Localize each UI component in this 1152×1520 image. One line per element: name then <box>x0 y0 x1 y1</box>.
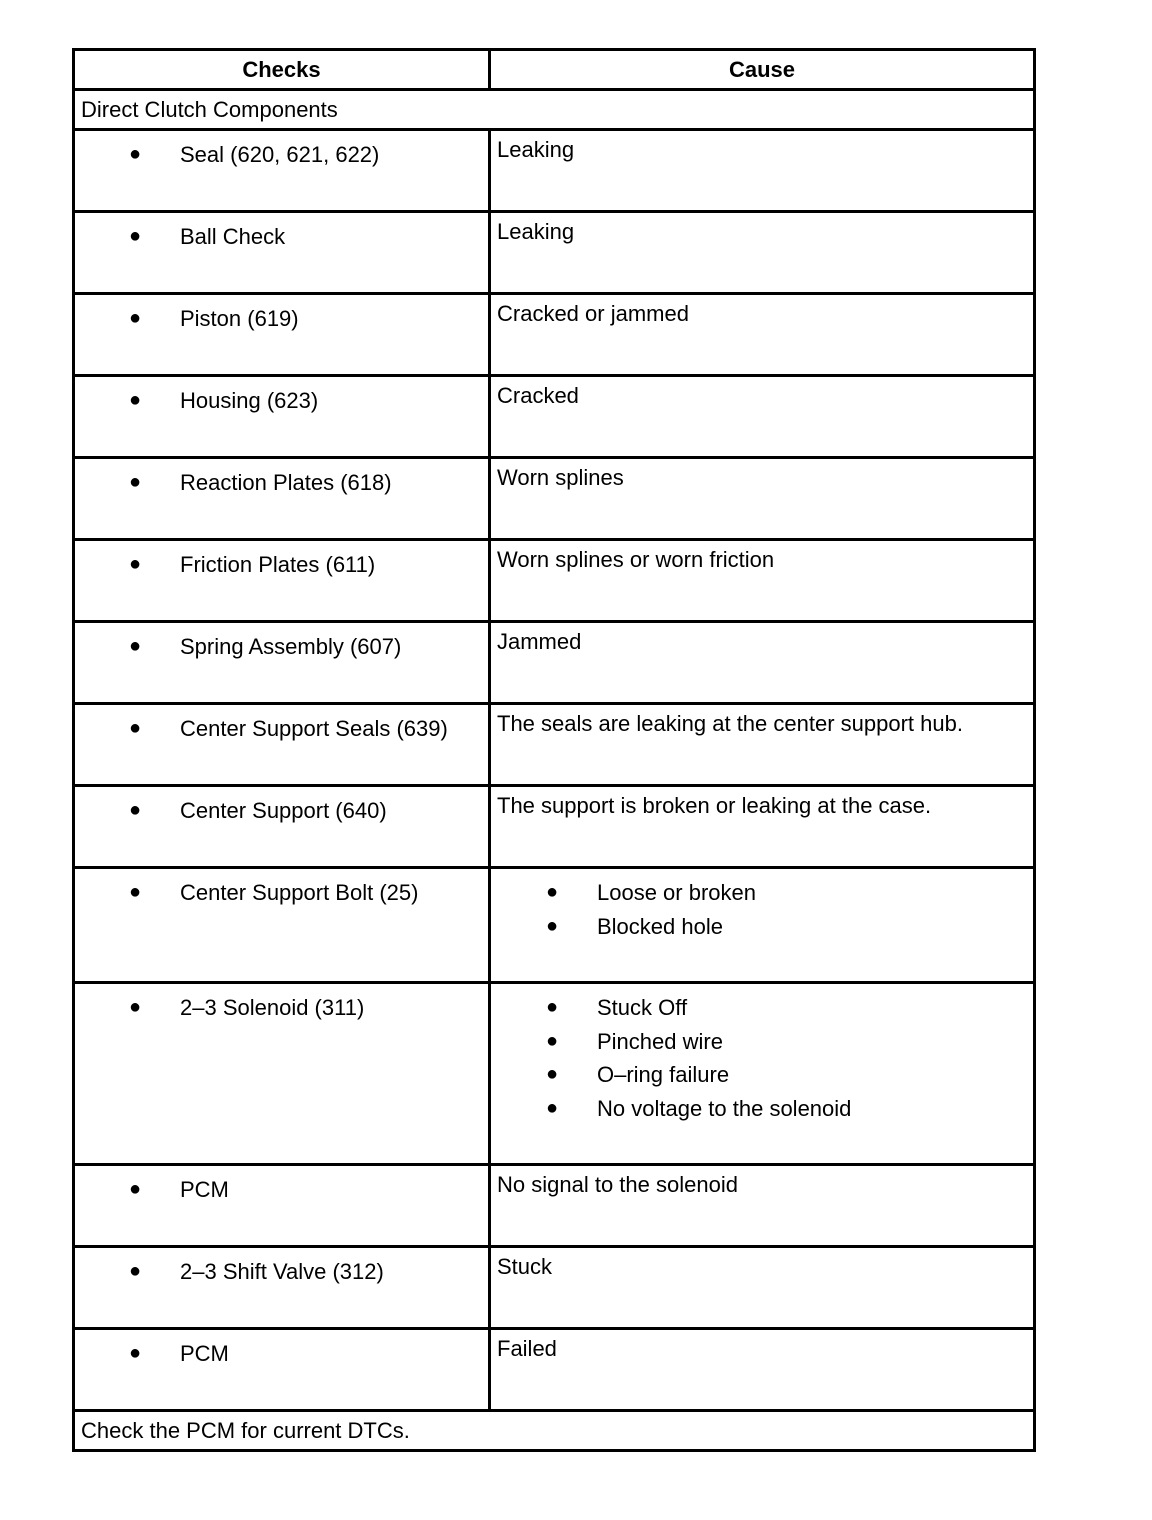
footer-row <box>74 1411 1035 1451</box>
cause-item-text: No voltage to the solenoid <box>597 1095 852 1121</box>
check-text: 2–3 Shift Valve (312) <box>180 1259 384 1284</box>
cause-cell <box>490 1165 1035 1247</box>
check-text: Reaction Plates (618) <box>180 470 392 495</box>
check-cell <box>74 786 490 868</box>
cause-item-text: Blocked hole <box>597 913 723 939</box>
list-item <box>491 880 1033 914</box>
bullet-icon: ● <box>546 1063 559 1085</box>
bullet-icon: ● <box>129 553 142 575</box>
check-cell <box>74 212 490 294</box>
list-item <box>491 1062 1033 1096</box>
table-row <box>74 1329 1035 1411</box>
check-text: Piston (619) <box>180 306 299 331</box>
check-cell <box>74 1165 490 1247</box>
diagnostic-checks-table <box>72 48 1036 1452</box>
cause-cell <box>490 1329 1035 1411</box>
cause-text: No signal to the solenoid <box>497 1172 738 1197</box>
check-cell <box>74 1247 490 1329</box>
section-title: Direct Clutch Components <box>74 90 1035 130</box>
bullet-icon: ● <box>129 635 142 657</box>
list-item <box>491 914 1033 948</box>
cause-cell <box>490 868 1035 983</box>
cause-cell <box>490 786 1035 868</box>
cause-item-text: Loose or broken <box>597 880 756 905</box>
cause-list <box>491 869 1033 947</box>
bullet-icon: ● <box>546 1096 559 1119</box>
cause-text: Failed <box>497 1336 557 1361</box>
bullet-icon: ● <box>129 799 142 821</box>
cause-item-text: Stuck Off <box>597 995 688 1020</box>
cause-text: Worn splines <box>497 465 624 490</box>
cause-cell <box>490 983 1035 1165</box>
bullet-icon: ● <box>546 881 559 903</box>
check-cell <box>74 868 490 983</box>
table-row <box>74 1165 1035 1247</box>
cause-text: The support is broken or leaking at the case. <box>497 793 932 818</box>
bullet-icon: ● <box>129 143 142 165</box>
bullet-icon: ● <box>129 1260 142 1282</box>
bullet-icon: ● <box>129 717 142 739</box>
bullet-icon: ● <box>546 914 559 937</box>
check-cell <box>74 458 490 540</box>
bullet-icon: ● <box>129 1342 142 1364</box>
table-row <box>74 1247 1035 1329</box>
cause-cell <box>490 540 1035 622</box>
table-row <box>74 868 1035 983</box>
table-row <box>74 704 1035 786</box>
table-header-row <box>74 50 1035 90</box>
cause-text: The seals are leaking at the center support hub. <box>497 711 963 736</box>
cause-item-text: O–ring failure <box>597 1062 730 1087</box>
bullet-icon: ● <box>129 996 142 1018</box>
table-row <box>74 540 1035 622</box>
check-text: Ball Check <box>180 224 286 249</box>
cause-text: Jammed <box>497 629 582 654</box>
checks-column-header: Checks <box>74 50 490 90</box>
bullet-icon: ● <box>129 389 142 411</box>
list-item <box>491 1029 1033 1063</box>
check-cell <box>74 130 490 212</box>
list-item <box>491 995 1033 1029</box>
cause-text: Leaking <box>497 219 575 244</box>
cause-text: Stuck <box>497 1254 553 1279</box>
bullet-icon: ● <box>129 225 142 247</box>
check-text: Seal (620, 621, 622) <box>180 142 380 167</box>
bullet-icon: ● <box>129 881 142 903</box>
table-row <box>74 212 1035 294</box>
check-text: PCM <box>180 1341 229 1366</box>
check-text: Friction Plates (611) <box>180 552 376 577</box>
check-cell <box>74 1329 490 1411</box>
check-cell <box>74 376 490 458</box>
check-cell <box>74 622 490 704</box>
footer-note: Check the PCM for current DTCs. <box>74 1411 1035 1451</box>
cause-text: Cracked or jammed <box>497 301 689 326</box>
bullet-icon: ● <box>129 1178 142 1200</box>
check-cell <box>74 540 490 622</box>
table-row <box>74 376 1035 458</box>
list-item <box>491 1096 1033 1130</box>
table-row <box>74 294 1035 376</box>
check-text: Center Support Bolt (25) <box>180 880 419 905</box>
cause-cell <box>490 130 1035 212</box>
cause-cell <box>490 704 1035 786</box>
cause-text: Worn splines or worn friction <box>497 547 775 572</box>
check-cell <box>74 294 490 376</box>
bullet-icon: ● <box>546 1029 559 1052</box>
check-cell <box>74 983 490 1165</box>
check-text: Center Support (640) <box>180 798 387 823</box>
check-text: Spring Assembly (607) <box>180 634 402 659</box>
cause-text: Leaking <box>497 137 575 162</box>
check-cell <box>74 704 490 786</box>
cause-cell <box>490 294 1035 376</box>
table-row <box>74 622 1035 704</box>
check-text: PCM <box>180 1177 229 1202</box>
table-row <box>74 458 1035 540</box>
check-text: Center Support Seals (639) <box>180 716 448 741</box>
cause-list <box>491 984 1033 1129</box>
cause-column-header: Cause <box>490 50 1035 90</box>
section-row <box>74 90 1035 130</box>
cause-cell <box>490 212 1035 294</box>
check-text: 2–3 Solenoid (311) <box>180 995 365 1020</box>
cause-cell <box>490 1247 1035 1329</box>
table-row <box>74 983 1035 1165</box>
cause-item-text: Pinched wire <box>597 1028 723 1054</box>
cause-text: Cracked <box>497 383 579 408</box>
cause-cell <box>490 376 1035 458</box>
check-text: Housing (623) <box>180 388 319 413</box>
bullet-icon: ● <box>546 996 559 1018</box>
bullet-icon: ● <box>129 307 142 329</box>
bullet-icon: ● <box>129 471 142 493</box>
cause-cell <box>490 622 1035 704</box>
table-row <box>74 786 1035 868</box>
table-row <box>74 130 1035 212</box>
cause-cell <box>490 458 1035 540</box>
